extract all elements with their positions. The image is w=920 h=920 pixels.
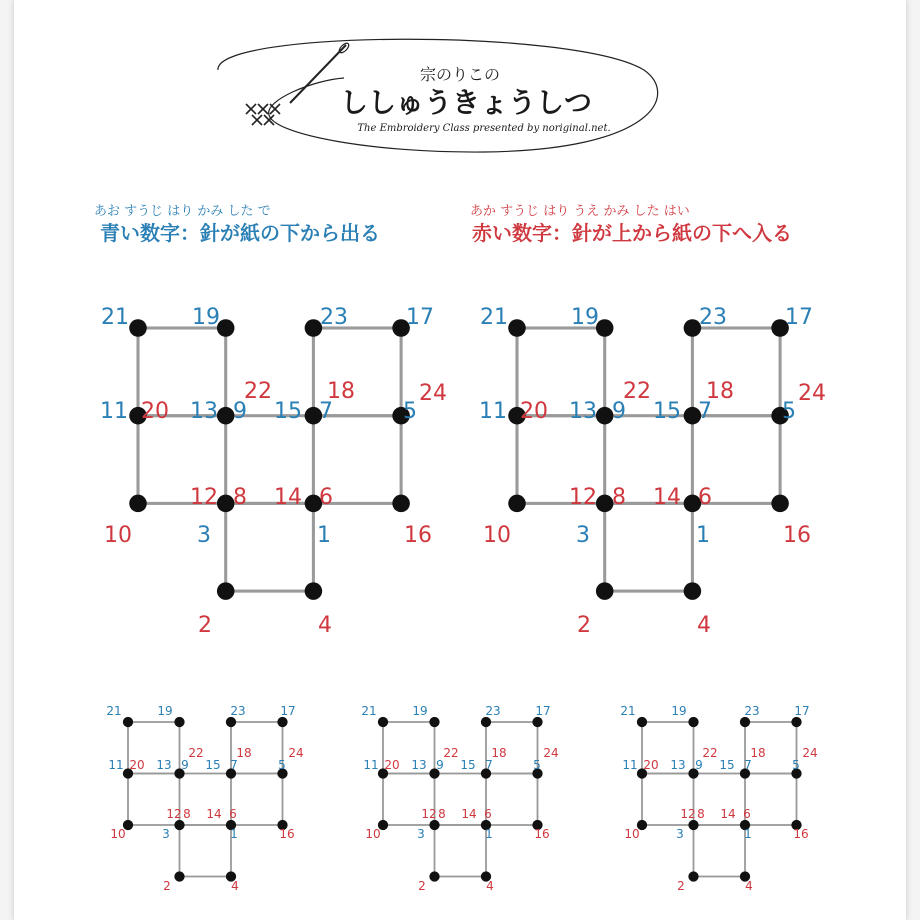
label-13: 13 xyxy=(670,758,686,772)
label-12: 12 xyxy=(190,485,218,510)
label-17: 17 xyxy=(406,305,434,330)
label-11: 11 xyxy=(479,399,507,424)
header-subtitle: 宗のりこの xyxy=(419,65,501,84)
label-14: 14 xyxy=(653,485,681,510)
diagram-large-right xyxy=(479,305,826,638)
label-19: 19 xyxy=(192,305,220,330)
label-6: 6 xyxy=(229,807,237,821)
label-16: 16 xyxy=(793,827,809,841)
label-1: 1 xyxy=(230,827,238,841)
label-14: 14 xyxy=(274,485,302,510)
label-13: 13 xyxy=(569,399,597,424)
label-8: 8 xyxy=(233,485,247,510)
label-1: 1 xyxy=(696,523,710,548)
label-23: 23 xyxy=(744,704,760,718)
label-9: 9 xyxy=(181,758,189,772)
label-18: 18 xyxy=(236,746,252,760)
label-2: 2 xyxy=(198,613,212,638)
label-9: 9 xyxy=(436,758,444,772)
legend-blue xyxy=(94,204,380,245)
label-9: 9 xyxy=(233,399,247,424)
label-1: 1 xyxy=(744,827,752,841)
label-8: 8 xyxy=(612,485,626,510)
label-20: 20 xyxy=(141,399,169,424)
label-2: 2 xyxy=(163,879,171,893)
label-3: 3 xyxy=(576,523,590,548)
label-18: 18 xyxy=(706,379,734,404)
label-14: 14 xyxy=(206,807,222,821)
label-17: 17 xyxy=(280,704,296,718)
label-4: 4 xyxy=(745,879,753,893)
label-7: 7 xyxy=(319,399,333,424)
label-15: 15 xyxy=(205,758,221,772)
label-20: 20 xyxy=(643,758,659,772)
legend-blue-text: 青い数字：針が紙の下から出る xyxy=(100,221,380,245)
label-13: 13 xyxy=(190,399,218,424)
label-2: 2 xyxy=(577,613,591,638)
label-3: 3 xyxy=(676,827,684,841)
label-20: 20 xyxy=(520,399,548,424)
needle-icon xyxy=(290,45,346,103)
label-19: 19 xyxy=(157,704,173,718)
label-16: 16 xyxy=(534,827,550,841)
label-13: 13 xyxy=(156,758,172,772)
label-14: 14 xyxy=(720,807,736,821)
label-21: 21 xyxy=(361,704,377,718)
label-22: 22 xyxy=(244,379,272,404)
label-6: 6 xyxy=(743,807,751,821)
label-15: 15 xyxy=(653,399,681,424)
worksheet-canvas xyxy=(14,0,906,920)
label-19: 19 xyxy=(671,704,687,718)
label-23: 23 xyxy=(485,704,501,718)
label-15: 15 xyxy=(460,758,476,772)
label-2: 2 xyxy=(418,879,426,893)
legend-blue-ruby: あお すうじ はり かみ した で xyxy=(94,204,271,219)
label-5: 5 xyxy=(533,758,541,772)
label-14: 14 xyxy=(461,807,477,821)
label-12: 12 xyxy=(421,807,437,821)
header-tagline: The Embroidery Class presented by noriginal.net. xyxy=(357,123,611,134)
legend-red xyxy=(470,204,792,245)
label-23: 23 xyxy=(230,704,246,718)
label-17: 17 xyxy=(794,704,810,718)
label-4: 4 xyxy=(486,879,494,893)
label-22: 22 xyxy=(443,746,459,760)
label-8: 8 xyxy=(697,807,705,821)
label-3: 3 xyxy=(417,827,425,841)
label-24: 24 xyxy=(798,381,826,406)
label-12: 12 xyxy=(680,807,696,821)
label-8: 8 xyxy=(438,807,446,821)
label-5: 5 xyxy=(278,758,286,772)
label-6: 6 xyxy=(319,485,333,510)
label-6: 6 xyxy=(698,485,712,510)
label-23: 23 xyxy=(320,305,348,330)
label-7: 7 xyxy=(230,758,238,772)
header-logo xyxy=(218,39,658,152)
label-11: 11 xyxy=(363,758,379,772)
label-6: 6 xyxy=(484,807,492,821)
label-10: 10 xyxy=(104,523,132,548)
label-13: 13 xyxy=(411,758,427,772)
label-10: 10 xyxy=(365,827,381,841)
label-10: 10 xyxy=(624,827,640,841)
label-22: 22 xyxy=(188,746,204,760)
label-22: 22 xyxy=(702,746,718,760)
diagram-small-2 xyxy=(361,704,558,893)
label-5: 5 xyxy=(792,758,800,772)
label-11: 11 xyxy=(622,758,638,772)
label-7: 7 xyxy=(698,399,712,424)
label-15: 15 xyxy=(719,758,735,772)
label-9: 9 xyxy=(695,758,703,772)
label-3: 3 xyxy=(162,827,170,841)
label-24: 24 xyxy=(802,746,818,760)
label-24: 24 xyxy=(419,381,447,406)
label-7: 7 xyxy=(744,758,752,772)
label-20: 20 xyxy=(384,758,400,772)
label-21: 21 xyxy=(106,704,122,718)
label-11: 11 xyxy=(108,758,124,772)
legend-red-ruby: あか すうじ はり うえ かみ した はい xyxy=(470,204,690,219)
label-16: 16 xyxy=(404,523,432,548)
label-17: 17 xyxy=(535,704,551,718)
label-18: 18 xyxy=(491,746,507,760)
label-10: 10 xyxy=(110,827,126,841)
label-15: 15 xyxy=(274,399,302,424)
label-20: 20 xyxy=(129,758,145,772)
label-9: 9 xyxy=(612,399,626,424)
label-22: 22 xyxy=(623,379,651,404)
label-3: 3 xyxy=(197,523,211,548)
label-16: 16 xyxy=(279,827,295,841)
label-24: 24 xyxy=(543,746,559,760)
label-17: 17 xyxy=(785,305,813,330)
label-16: 16 xyxy=(783,523,811,548)
label-18: 18 xyxy=(750,746,766,760)
diagram-small-1 xyxy=(106,704,303,893)
label-18: 18 xyxy=(327,379,355,404)
label-1: 1 xyxy=(317,523,331,548)
label-10: 10 xyxy=(483,523,511,548)
label-1: 1 xyxy=(485,827,493,841)
diagram-large-left xyxy=(100,305,447,638)
label-5: 5 xyxy=(782,399,796,424)
legend-red-text: 赤い数字：針が上から紙の下へ入る xyxy=(472,221,792,245)
label-21: 21 xyxy=(101,305,129,330)
label-11: 11 xyxy=(100,399,128,424)
label-4: 4 xyxy=(697,613,711,638)
header-title: ししゅうきょうしつ xyxy=(339,86,593,119)
label-12: 12 xyxy=(569,485,597,510)
diagram-small-3 xyxy=(620,704,817,893)
label-23: 23 xyxy=(699,305,727,330)
label-5: 5 xyxy=(403,399,417,424)
label-19: 19 xyxy=(571,305,599,330)
worksheet xyxy=(14,0,906,920)
label-4: 4 xyxy=(318,613,332,638)
label-12: 12 xyxy=(166,807,182,821)
label-2: 2 xyxy=(677,879,685,893)
label-19: 19 xyxy=(412,704,428,718)
label-21: 21 xyxy=(480,305,508,330)
label-24: 24 xyxy=(288,746,304,760)
label-21: 21 xyxy=(620,704,636,718)
label-7: 7 xyxy=(485,758,493,772)
label-4: 4 xyxy=(231,879,239,893)
label-8: 8 xyxy=(183,807,191,821)
